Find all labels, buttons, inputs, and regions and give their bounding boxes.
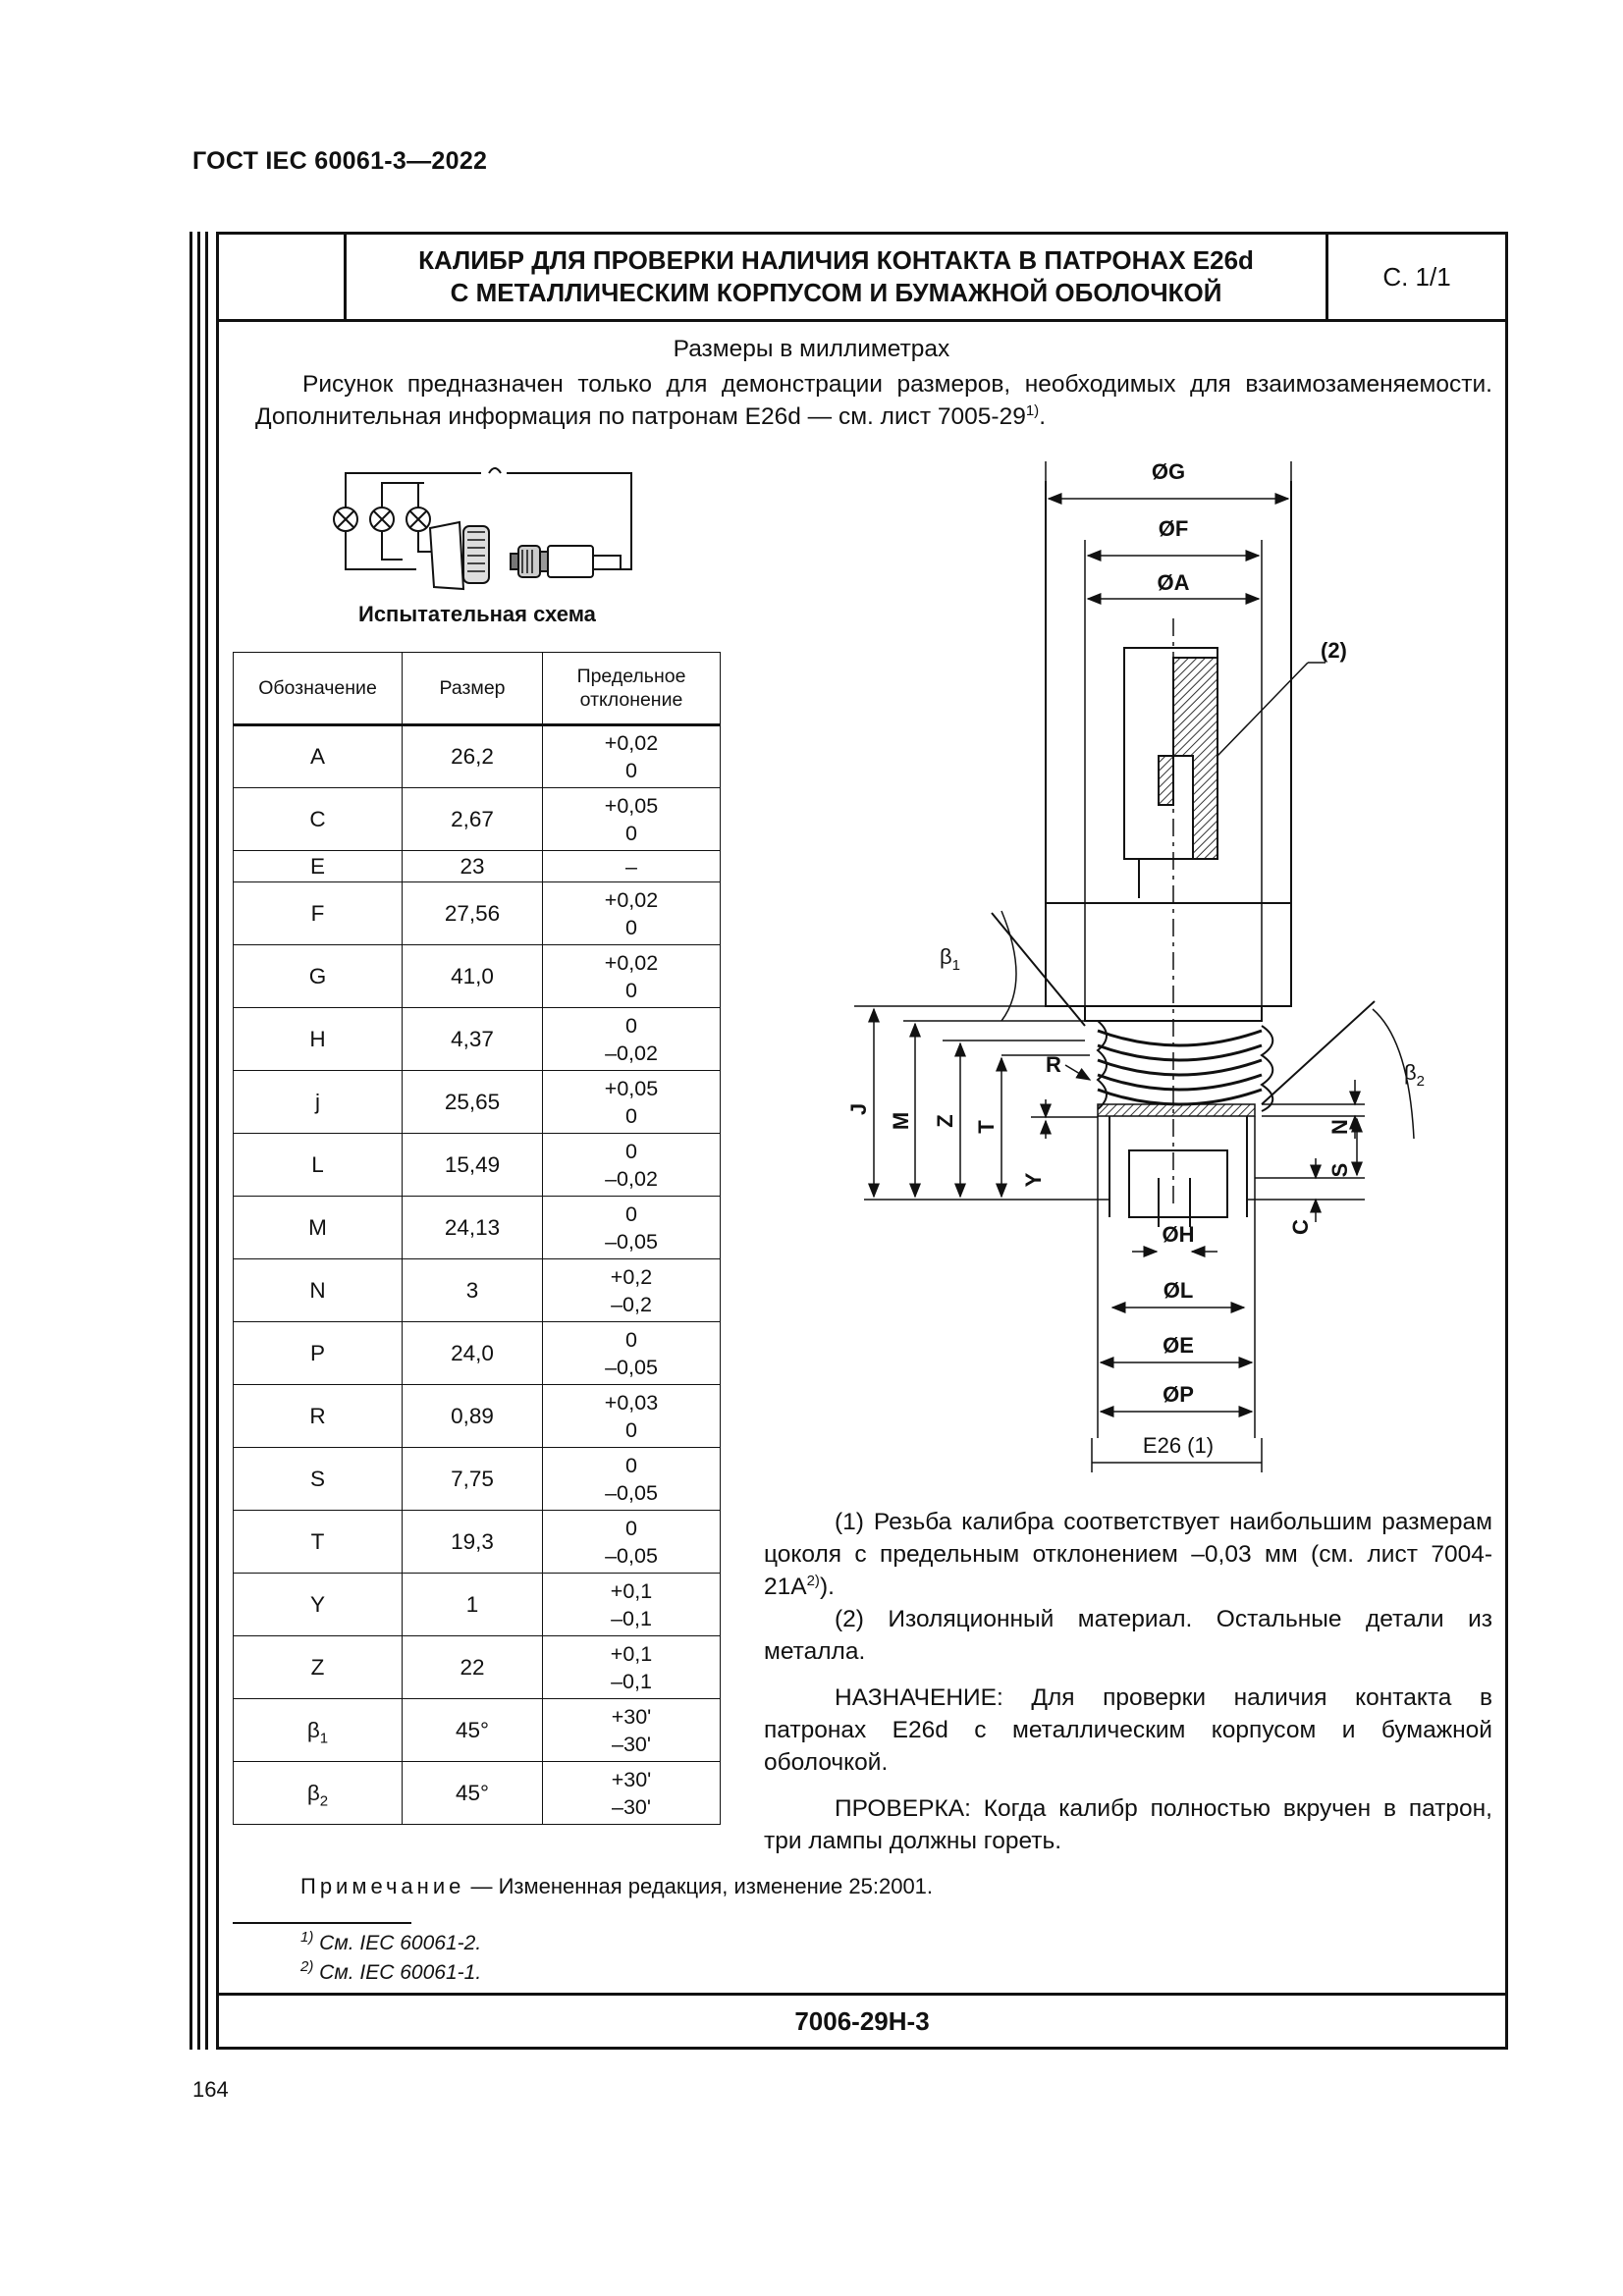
label-y: Y bbox=[1021, 1172, 1046, 1188]
table-row bbox=[234, 1322, 721, 1385]
cell-symbol: Z bbox=[234, 1636, 403, 1699]
note-thread-end: ). bbox=[819, 1574, 835, 1600]
label-m: M bbox=[889, 1111, 913, 1131]
cell-size: 19,3 bbox=[403, 1511, 543, 1574]
cell-size: 3 bbox=[403, 1259, 543, 1322]
table-row bbox=[234, 1511, 721, 1574]
cell-size: 45° bbox=[403, 1699, 543, 1762]
test-scheme-caption: Испытательная схема bbox=[358, 602, 596, 626]
gauge-drawing bbox=[844, 452, 1492, 1482]
table-row bbox=[234, 1574, 721, 1636]
label-t: T bbox=[974, 1120, 999, 1134]
cell-tolerance: 0 –0,05 bbox=[543, 1448, 721, 1511]
label-dia-g: ØG bbox=[1151, 459, 1186, 484]
label-c: C bbox=[1288, 1219, 1313, 1235]
table-row bbox=[234, 1448, 721, 1511]
cell-size: 24,0 bbox=[403, 1322, 543, 1385]
cell-tolerance: +0,05 0 bbox=[543, 1071, 721, 1134]
footnote-ref: 2) bbox=[806, 1572, 820, 1589]
cell-symbol: N bbox=[234, 1259, 403, 1322]
cell-size: 27,56 bbox=[403, 882, 543, 945]
footnote-separator bbox=[233, 1922, 411, 1924]
cell-size: 22 bbox=[403, 1636, 543, 1699]
cell-tolerance: +0,03 0 bbox=[543, 1385, 721, 1448]
cell-symbol: $\beta_2$ bbox=[234, 1762, 403, 1825]
cell-tolerance: 0 –0,05 bbox=[543, 1511, 721, 1574]
cell-size: 24,13 bbox=[403, 1197, 543, 1259]
footnote-2-mark: 2) bbox=[300, 1958, 314, 1975]
margin-line bbox=[197, 232, 200, 2050]
intro-end: . bbox=[1039, 403, 1046, 430]
cell-symbol: F bbox=[234, 882, 403, 945]
cell-size: 2,67 bbox=[403, 788, 543, 851]
intro-paragraph bbox=[255, 368, 1492, 433]
page-number: 164 bbox=[192, 2077, 229, 2102]
title-block-blank-cell bbox=[219, 235, 347, 319]
intro-text: Рисунок предназначен только для демонстрации размеров, необходимых для взаимозаменяемости. Дополнительная информация по патронам E26d — см. лист 7005-29 bbox=[255, 371, 1492, 430]
cell-size: 0,89 bbox=[403, 1385, 543, 1448]
cell-symbol: T bbox=[234, 1511, 403, 1574]
label-beta-1: $\beta_1$ bbox=[940, 944, 960, 974]
table-row bbox=[234, 1385, 721, 1448]
cell-symbol: M bbox=[234, 1197, 403, 1259]
cell-tolerance: – bbox=[543, 851, 721, 882]
cell-symbol: Y bbox=[234, 1574, 403, 1636]
cell-tolerance: +30' –30' bbox=[543, 1762, 721, 1825]
label-n: N bbox=[1327, 1119, 1352, 1135]
note-text: — Измененная редакция, изменение 25:2001. bbox=[464, 1874, 934, 1898]
cell-symbol: j bbox=[234, 1071, 403, 1134]
cell-size: 45° bbox=[403, 1762, 543, 1825]
label-dia-l: ØL bbox=[1163, 1278, 1194, 1303]
cell-tolerance: +0,2 –0,2 bbox=[543, 1259, 721, 1322]
label-thread: E26 (1) bbox=[1142, 1433, 1215, 1458]
test-circuit-diagram bbox=[324, 461, 648, 626]
cell-size: 25,65 bbox=[403, 1071, 543, 1134]
footnote-ref: 1) bbox=[1025, 401, 1040, 419]
sheet-title bbox=[347, 235, 1328, 319]
cell-tolerance: +0,05 0 bbox=[543, 788, 721, 851]
footnote-1-mark: 1) bbox=[300, 1929, 314, 1946]
drawing-notes bbox=[764, 1506, 1492, 1871]
table-row bbox=[234, 788, 721, 851]
cell-tolerance: +30' –30' bbox=[543, 1699, 721, 1762]
check-paragraph: ПРОВЕРКА: Когда калибр полностью вкручен в патрон, три лампы должны гореть. bbox=[764, 1795, 1492, 1854]
note-thread-text: (1) Резьба калибра соответствует наибольшим размерам цоколя с предельным отклонением –0,03 мм (см. лист 7004-21A bbox=[764, 1509, 1492, 1600]
margin-line bbox=[205, 232, 208, 2050]
cell-symbol: $\beta_1$ bbox=[234, 1699, 403, 1762]
cell-symbol: G bbox=[234, 945, 403, 1008]
note-insulation: (2) Изоляционный материал. Остальные детали из металла. bbox=[764, 1606, 1492, 1665]
cell-symbol: L bbox=[234, 1134, 403, 1197]
document-code: ГОСТ IEC 60061-3—2022 bbox=[192, 147, 488, 175]
label-insulation: (2) bbox=[1321, 638, 1347, 663]
dimension-table bbox=[233, 652, 721, 1825]
cell-symbol: A bbox=[234, 725, 403, 788]
cell-tolerance: +0,02 0 bbox=[543, 882, 721, 945]
cell-size: 7,75 bbox=[403, 1448, 543, 1511]
note-label: Примечание bbox=[300, 1874, 465, 1898]
label-dia-h: ØH bbox=[1162, 1222, 1195, 1247]
cell-tolerance: +0,02 0 bbox=[543, 945, 721, 1008]
margin-line bbox=[189, 232, 192, 2050]
table-row bbox=[234, 1071, 721, 1134]
cell-symbol: H bbox=[234, 1008, 403, 1071]
table-row bbox=[234, 1259, 721, 1322]
label-r: R bbox=[1046, 1052, 1061, 1077]
label-dia-f: ØF bbox=[1158, 516, 1189, 541]
cell-size: 15,49 bbox=[403, 1134, 543, 1197]
footnote-1-text: См. IEC 60061-2. bbox=[313, 1932, 482, 1954]
cell-symbol: S bbox=[234, 1448, 403, 1511]
cell-size: 1 bbox=[403, 1574, 543, 1636]
note bbox=[300, 1874, 933, 1899]
label-z: Z bbox=[933, 1114, 957, 1128]
footnote-2 bbox=[300, 1958, 482, 1985]
cell-tolerance: +0,02 0 bbox=[543, 725, 721, 788]
label-s: S bbox=[1327, 1162, 1352, 1178]
col-header-symbol: Обозначение bbox=[234, 653, 403, 725]
table-row bbox=[234, 1636, 721, 1699]
purpose-paragraph: НАЗНАЧЕНИЕ: Для проверки наличия контакта в патронах E26d с металлическим корпусом и бумажной оболочкой. bbox=[764, 1684, 1492, 1776]
cell-size: 4,37 bbox=[403, 1008, 543, 1071]
table-row bbox=[234, 1134, 721, 1197]
table-row bbox=[234, 945, 721, 1008]
cell-symbol: P bbox=[234, 1322, 403, 1385]
cell-size: 26,2 bbox=[403, 725, 543, 788]
table-row bbox=[234, 851, 721, 882]
cell-symbol: E bbox=[234, 851, 403, 882]
table-row bbox=[234, 1699, 721, 1762]
cell-tolerance: 0 –0,02 bbox=[543, 1134, 721, 1197]
sheet-title-line-2: С МЕТАЛЛИЧЕСКИМ КОРПУСОМ И БУМАЖНОЙ ОБОЛОЧКОЙ bbox=[450, 278, 1222, 307]
cell-tolerance: +0,1 –0,1 bbox=[543, 1636, 721, 1699]
label-dia-a: ØA bbox=[1157, 570, 1190, 595]
cell-symbol: C bbox=[234, 788, 403, 851]
label-beta-2: $\beta_2$ bbox=[1404, 1060, 1425, 1090]
table-row bbox=[234, 1762, 721, 1825]
sheet-code: 7006-29H-3 bbox=[219, 1993, 1505, 2047]
cell-size: 23 bbox=[403, 851, 543, 882]
cell-tolerance: +0,1 –0,1 bbox=[543, 1574, 721, 1636]
table-row bbox=[234, 882, 721, 945]
note-thread bbox=[764, 1506, 1492, 1603]
footnote-1 bbox=[300, 1929, 482, 1955]
cell-tolerance: 0 –0,05 bbox=[543, 1197, 721, 1259]
units-note: Размеры в миллиметрах bbox=[673, 336, 950, 362]
cell-size: 41,0 bbox=[403, 945, 543, 1008]
table-row bbox=[234, 1008, 721, 1071]
label-dia-p: ØP bbox=[1163, 1382, 1194, 1407]
label-j: J bbox=[846, 1102, 871, 1116]
title-block bbox=[219, 235, 1505, 322]
col-header-size: Размер bbox=[403, 653, 543, 725]
table-row bbox=[234, 725, 721, 788]
cell-tolerance: 0 –0,05 bbox=[543, 1322, 721, 1385]
sheet-title-line-1: КАЛИБР ДЛЯ ПРОВЕРКИ НАЛИЧИЯ КОНТАКТА В ПАТРОНАХ E26d bbox=[418, 245, 1254, 275]
footnote-2-text: См. IEC 60061-1. bbox=[313, 1961, 482, 1984]
sheet-page-marker: С. 1/1 bbox=[1382, 261, 1451, 292]
label-dia-e: ØE bbox=[1163, 1333, 1194, 1358]
table-row bbox=[234, 1197, 721, 1259]
col-header-tolerance: Предельное отклонение bbox=[543, 653, 721, 725]
table-header-row bbox=[234, 653, 721, 725]
cell-symbol: R bbox=[234, 1385, 403, 1448]
cell-tolerance: 0 –0,02 bbox=[543, 1008, 721, 1071]
